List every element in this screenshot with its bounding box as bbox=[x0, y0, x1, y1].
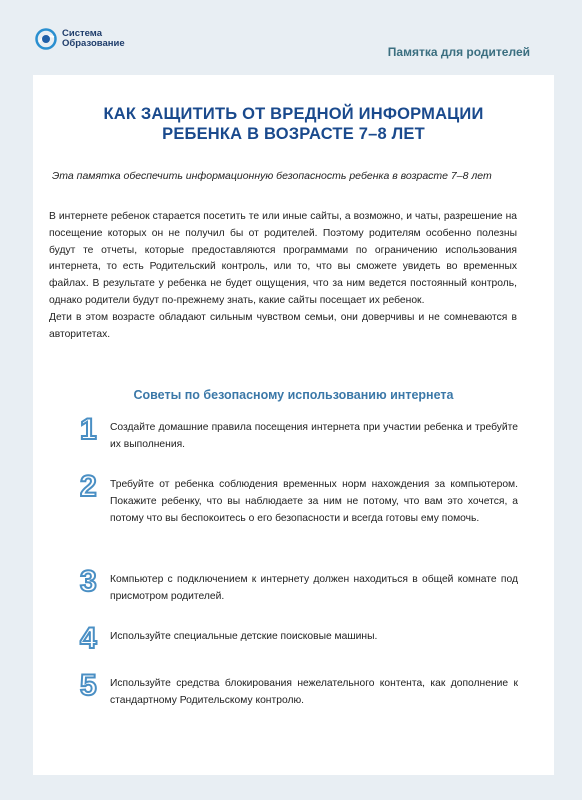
page-title bbox=[33, 104, 554, 144]
tip-number-3: 3 bbox=[80, 565, 97, 598]
logo-line1: Система bbox=[62, 27, 102, 39]
intro-paragraph-1: В интернете ребенок старается посетить те или иные сайты, а возможно, и чаты, разрешение на посещение которых он не получил бы от родителей. Поэтому родителям особенно полезны будут те отчеты, которые предоставляются программами по ограничению использования интернета, то есть Родительский контроль, или то, что вы сможете увидеть во временных файлах. В результате у ребенка не будет ощущения, что за ним ведется постоянный контроль, однако родители будут по-прежнему знать, какие сайты посещает их ребенок. bbox=[49, 211, 517, 306]
tip-number-4: 4 bbox=[80, 622, 97, 655]
logo bbox=[35, 28, 125, 50]
title-line2: РЕБЕНКА В ВОЗРАСТЕ 7–8 ЛЕТ bbox=[162, 125, 425, 143]
tip-number-5: 5 bbox=[80, 669, 97, 702]
tip-text-4: Используйте специальные детские поисковые машины. bbox=[110, 631, 378, 642]
section-title: Советы по безопасному использованию интернета bbox=[133, 388, 454, 402]
intro-text bbox=[49, 209, 517, 343]
tip-text-3: Компьютер с подключением к интернету должен находиться в общей комнате под присмотром родителей. bbox=[110, 574, 518, 602]
intro-paragraph-2: Дети в этом возрасте обладают сильным чувством семьи, они доверчивы и не сомневаются в авторитетах. bbox=[49, 311, 517, 340]
logo-text bbox=[62, 29, 125, 50]
tip-text-5: Используйте средства блокирования нежелательного контента, как дополнение к стандартному Родительскому контролю. bbox=[110, 678, 518, 706]
tip-number-2: 2 bbox=[80, 470, 97, 503]
header-title: Памятка для родителей bbox=[387, 45, 530, 59]
logo-line2: Образование bbox=[62, 38, 125, 49]
tip-text-2: Требуйте от ребенка соблюдения временных норм нахождения за компьютером. Покажите ребенку, что вы наблюдаете за ним не потому, что вам это хочется, а потому что вы беспокоитесь о его безопасности и всегда готовы ему помочь. bbox=[110, 479, 518, 524]
tip-number-1: 1 bbox=[80, 413, 97, 446]
globe-logo-icon bbox=[35, 28, 57, 50]
title-line1: КАК ЗАЩИТИТЬ ОТ ВРЕДНОЙ ИНФОРМАЦИИ bbox=[103, 105, 484, 123]
subtitle: Эта памятка обеспечить информационную безопасность ребенка в возрасте 7–8 лет bbox=[52, 170, 492, 182]
tip-text-1: Создайте домашние правила посещения интернета при участии ребенка и требуйте их выполнения. bbox=[110, 422, 518, 450]
